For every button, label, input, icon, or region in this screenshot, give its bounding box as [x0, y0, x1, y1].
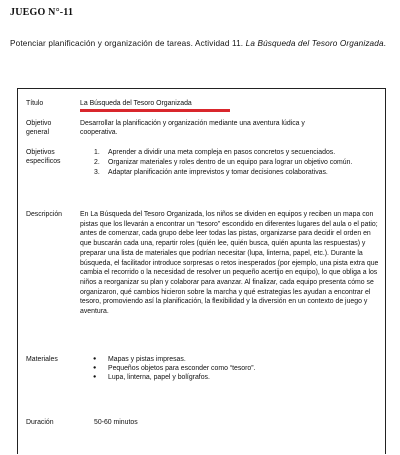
value-titulo: [80, 99, 380, 112]
intro-paragraph: [10, 36, 392, 51]
label-objetivos-especificos: [26, 148, 60, 166]
label-descripcion: Descripción: [26, 211, 62, 218]
label-objetivo-line2: general: [26, 129, 49, 136]
activity-sheet: [17, 88, 386, 454]
material-item: ● Mapas y pistas impresas.: [80, 355, 380, 364]
objective-item: 2. Organizar materiales y roles dentro de un equipo para lograr un objetivo común.: [94, 159, 353, 167]
value-descripcion: En La Búsqueda del Tesoro Organizada, los niños se dividen en equipos y reciben un mapa con pistas que los llevarán a encontrar un “tesoro” escondido en diferentes lugares del aula o el patio; antes de comenzar, cada grupo debe leer todas las pistas, organizarse para decidir el orden en que buscarán cada una, repartir roles (quién lee, quién busca, quién apunta las respuestas) y preparar una lista de materiales que podrían necesitar (lupa, linterna, papel, etc.). Durante la búsqueda, el facilitador introduce sorpresas o retos inesperados (por ejemplo, una pista extra que cambia el recorrido o la necesidad de resolver un pequeño acertijo en equipo), lo que obliga a los niños a reorganizar su plan y colaborar para avanzar. Al finalizar, cada equipo presenta cómo se organizaron, qué cambios hicieron sobre la marcha y qué estrategias les ayudan a encontrar el tesoro, promoviendo así la planificación, la flexibilidad y la diversión en un contexto de juego y aventura.: [80, 211, 379, 316]
material-item: ● Pequeños objetos para esconder como “tesoro”.: [80, 364, 380, 373]
objective-item: 3. Adaptar planificación ante imprevistos y tomar decisiones colaborativas.: [94, 169, 328, 177]
value-objetivo-general: Desarrollar la planificación y organización mediante una aventura lúdica y cooperativa.: [80, 120, 305, 137]
game-heading: JUEGO N°-11: [10, 7, 74, 18]
material-item: ● Lupa, linterna, papel y bolígrafos.: [80, 373, 380, 382]
label-titulo: Título: [26, 100, 44, 107]
value-duracion: 50-60 minutos: [94, 419, 138, 426]
intro-activity-title: La Búsqueda del Tesoro Organizada: [245, 39, 384, 48]
objective-item: 1. Aprender a dividir una meta compleja en pasos concretos y secuenciados.: [94, 149, 336, 156]
intro-end: .: [383, 39, 387, 48]
label-duracion: Duración: [26, 419, 54, 426]
label-materiales: Materiales: [26, 356, 58, 363]
label-objetivo-general: [26, 119, 51, 137]
label-objetivos-line1: Objetivos: [26, 149, 55, 156]
materials-list: [80, 355, 380, 383]
intro-lead: Potenciar planificación y organización de tareas. Actividad 11.: [10, 39, 246, 48]
objectives-list: [80, 148, 380, 179]
activity-title: La Búsqueda del Tesoro Organizada: [80, 99, 230, 112]
label-objetivo-line1: Objetivo: [26, 120, 52, 127]
label-objetivos-line2: específicos: [26, 158, 61, 165]
